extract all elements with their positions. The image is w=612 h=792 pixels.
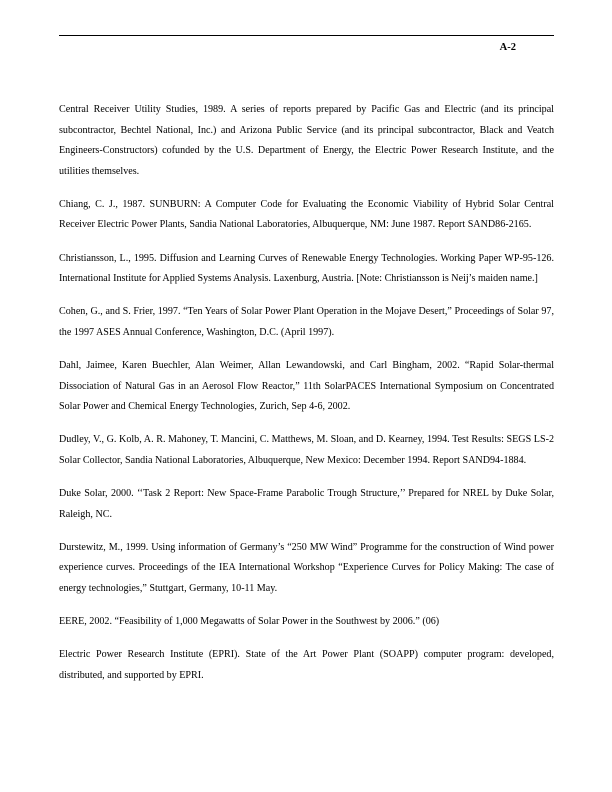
- reference-entry: Duke Solar, 2000. ‘‘Task 2 Report: New Space-Frame Parabolic Trough Structure,’’ Prepared for NREL by Duke Solar, Raleigh, NC.: [59, 487, 554, 520]
- reference-entry: EERE, 2002. “Feasibility of 1,000 Megawatts of Solar Power in the Southwest by 2006.” (06): [59, 615, 440, 627]
- reference-list: [59, 100, 554, 686]
- reference-entry: Chiang, C. J., 1987. SUNBURN: A Computer Code for Evaluating the Economic Viability of Hybrid Solar Central Receiver Electric Power Plants, Sandia National Laboratories, Albuquerque, NM: June 1987. Report SAND86-2165.: [59, 198, 554, 231]
- header-rule: [59, 35, 554, 36]
- reference-entry: Durstewitz, M., 1999. Using information of Germany’s “250 MW Wind” Programme for the construction of Wind power experience curves. Proceedings of the IEA International Workshop “Experience Curves for Policy Making: The case of energy technologies,” Stuttgart, Germany, 10-11 May.: [59, 541, 554, 594]
- reference-entry: Central Receiver Utility Studies, 1989. A series of reports prepared by Pacific Gas and Electric (and its principal subcontractor, Bechtel National, Inc.) and Arizona Public Service (and its principal subcontractor, Black and Veatch Engineers-Constructors) cofunded by the U.S. Department of Energy, the Electric Power Research Institute, and the utilities themselves.: [59, 104, 554, 177]
- page-number: A-2: [499, 42, 516, 53]
- reference-entry: Electric Power Research Institute (EPRI). State of the Art Power Plant (SOAPP) computer program: developed, distributed, and supported by EPRI.: [59, 648, 554, 681]
- reference-entry: Dudley, V., G. Kolb, A. R. Mahoney, T. Mancini, C. Matthews, M. Sloan, and D. Kearney, 1994. Test Results: SEGS LS-2 Solar Collector, Sandia National Laboratories, Albuquerque, New Mexico: December 1994. Report SAND94-1884.: [59, 434, 554, 466]
- reference-entry: Dahl, Jaimee, Karen Buechler, Alan Weimer, Allan Lewandowski, and Carl Bingham, 2002. “Rapid Solar-thermal Dissociation of Natural Gas in an Aerosol Flow Reactor,” 11th SolarPACES International Symposium on Concentrated Solar Power and Chemical Energy Technologies, Zurich, Sep 4-6, 2002.: [59, 359, 554, 413]
- reference-entry: Christiansson, L., 1995. Diffusion and Learning Curves of Renewable Energy Technologies. Working Paper WP-95-126. International Institute for Applied Systems Analysis. Laxenburg, Austria. [Note: Christiansson is Neij’s maiden name.]: [59, 252, 554, 285]
- reference-entry: Cohen, G., and S. Frier, 1997. “Ten Years of Solar Power Plant Operation in the Mojave Desert,” Proceedings of Solar 97, the 1997 ASES Annual Conference, Washington, D.C. (April 1997).: [59, 306, 554, 338]
